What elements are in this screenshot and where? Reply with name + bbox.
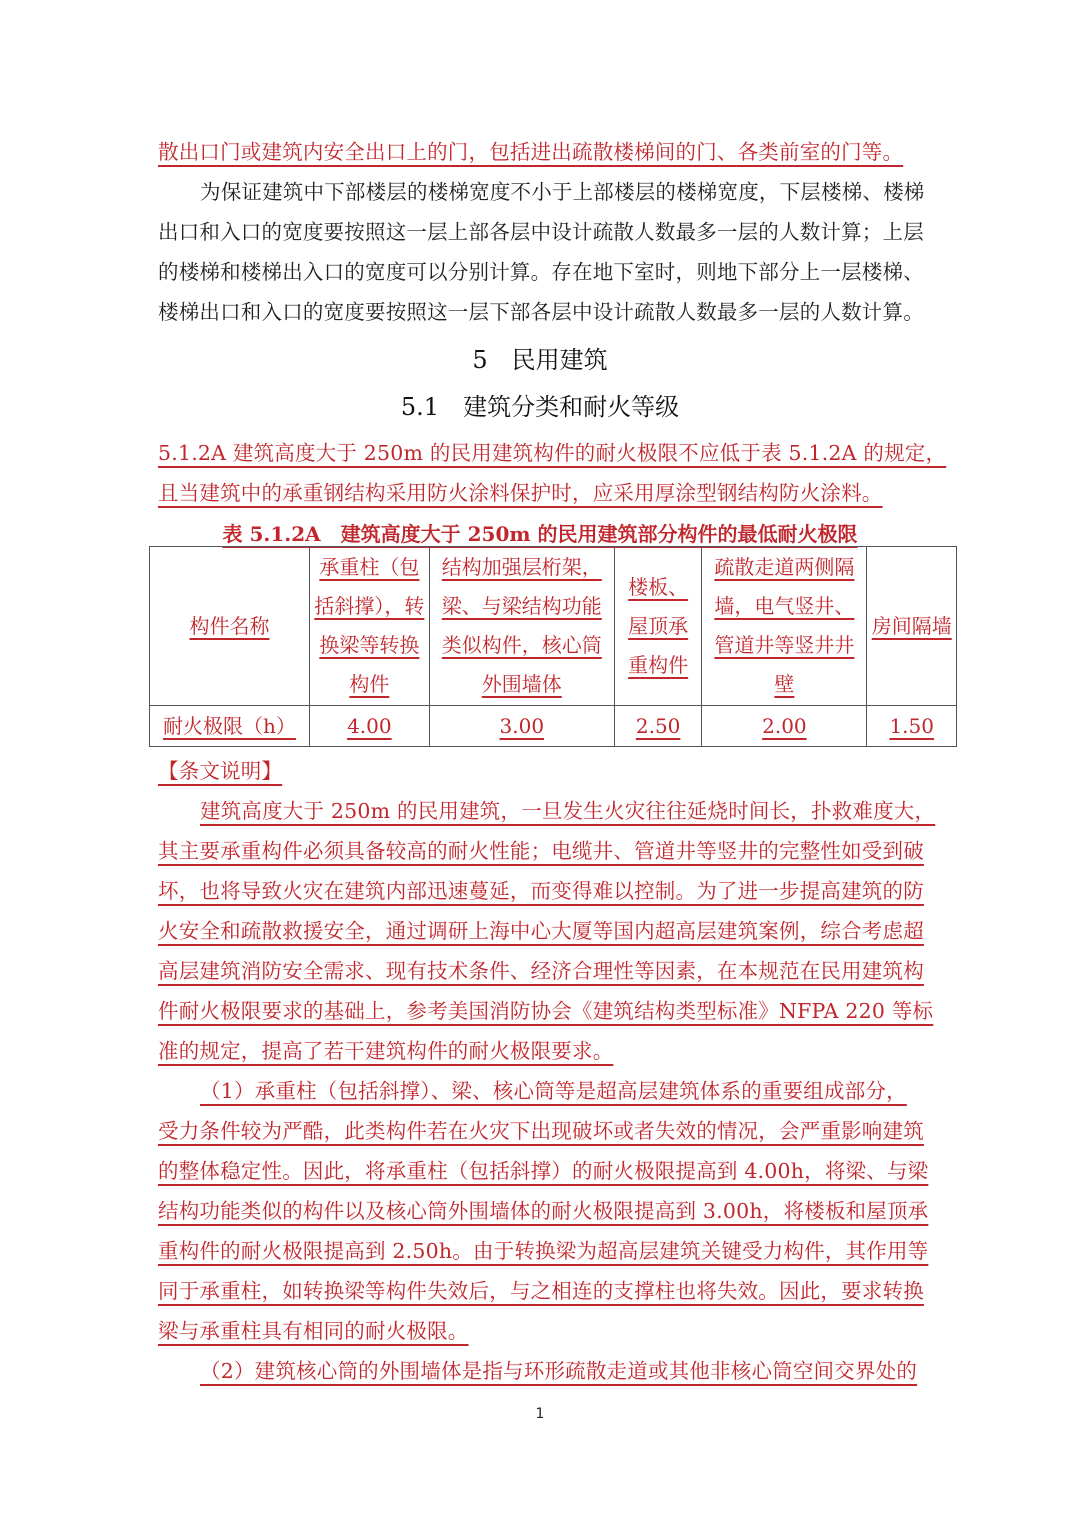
explanation-line: （2）建筑核心筒的外围墙体是指与环形疏散走道或其他非核心筒空间交界处的 — [200, 1359, 918, 1383]
explanation-line: 高层建筑消防安全需求、现有技术条件、经济合理性等因素，在本规范在民用建筑构 — [158, 959, 924, 983]
explanation-line: 同于承重柱，如转换梁等构件失效后，与之相连的支撑柱也将失效。因此，要求转换 — [158, 1279, 924, 1303]
top-paragraph-line: 的楼梯和楼梯出入口的宽度可以分别计算。存在地下室时，则地下部分上一层楼梯、 — [158, 260, 924, 284]
explanation-line: 的整体稳定性。因此，将承重柱（包括斜撑）的耐火极限提高到 4.00h，将梁、与梁 — [158, 1159, 929, 1183]
explanation-line: 准的规定，提高了若干建筑构件的耐火极限要求。 — [158, 1039, 614, 1063]
header-cell: 疏散走道两侧隔墙，电气竖井、管道井等竖井井壁 — [702, 547, 867, 706]
explanation-line: 建筑高度大于 250m 的民用建筑，一旦发生火灾往往延烧时间长，扑救难度大， — [200, 799, 936, 823]
explanation-line: 其主要承重构件必须具备较高的耐火性能；电缆井、管道井等竖井的完整性如受到破 — [158, 839, 924, 863]
header-cell: 房间隔墙 — [867, 547, 957, 706]
value-cell: 2.50 — [614, 706, 702, 747]
explanation-line: 受力条件较为严酷，此类构件若在火灾下出现破坏或者失效的情况，会严重影响建筑 — [158, 1119, 924, 1143]
value-cell: 2.00 — [702, 706, 867, 747]
section-title: 5.1 建筑分类和耐火等级 — [400, 393, 680, 421]
row-label-cell: 耐火极限（h） — [150, 706, 310, 747]
fire-resistance-table — [149, 546, 957, 747]
explanation-title: 【条文说明】 — [158, 759, 283, 783]
table-header-row — [150, 547, 957, 706]
explanation-line: 件耐火极限要求的基础上，参考美国消防协会《建筑结构类型标准》NFPA 220 等标 — [158, 999, 934, 1023]
header-cell: 楼板、屋顶承重构件 — [614, 547, 702, 706]
explanation-line: 火安全和疏散救援安全，通过调研上海中心大厦等国内超高层建筑案例，综合考虑超 — [158, 919, 924, 943]
top-paragraph-line: 出口和入口的宽度要按照这一层上部各层中设计疏散人数最多一层的人数计算；上层 — [158, 220, 924, 244]
table-caption: 表 5.1.2A 建筑高度大于 250m 的民用建筑部分构件的最低耐火极限 — [222, 522, 858, 546]
value-cell: 4.00 — [309, 706, 429, 747]
explanation-line: 重构件的耐火极限提高到 2.50h。由于转换梁为超高层建筑关键受力构件，其作用等 — [158, 1239, 929, 1263]
chapter-title: 5 民用建筑 — [472, 346, 608, 374]
explanation-line: 结构功能类似的构件以及核心筒外围墙体的耐火极限提高到 3.00h，将楼板和屋顶承 — [158, 1199, 929, 1223]
explanation-line: 梁与承重柱具有相同的耐火极限。 — [158, 1319, 469, 1343]
page-number: 1 — [535, 1406, 545, 1422]
header-cell: 结构加强层桁架，梁、与梁结构功能类似构件，核心筒外围墙体 — [429, 547, 614, 706]
header-cell: 构件名称 — [150, 547, 310, 706]
top-paragraph-line: 楼梯出口和入口的宽度要按照这一层下部各层中设计疏散人数最多一层的人数计算。 — [158, 300, 924, 324]
header-cell: 承重柱（包括斜撑），转换梁等转换构件 — [309, 547, 429, 706]
table-row — [150, 706, 957, 747]
value-cell: 1.50 — [867, 706, 957, 747]
clause-line: 5.1.2A 建筑高度大于 250m 的民用建筑构件的耐火极限不应低于表 5.1.2A 的规定， — [158, 441, 947, 465]
explanation-line: 坏，也将导致火灾在建筑内部迅速蔓延，而变得难以控制。为了进一步提高建筑的防 — [158, 879, 924, 903]
top-paragraph-line: 为保证建筑中下部楼层的楼梯宽度不小于上部楼层的楼梯宽度，下层楼梯、楼梯 — [200, 180, 925, 204]
value-cell: 3.00 — [429, 706, 614, 747]
top-paragraph-line: 散出口门或建筑内安全出口上的门，包括进出疏散楼梯间的门、各类前室的门等。 — [158, 140, 904, 164]
clause-line: 且当建筑中的承重钢结构采用防火涂料保护时，应采用厚涂型钢结构防火涂料。 — [158, 481, 883, 505]
explanation-line: （1）承重柱（包括斜撑）、梁、核心筒等是超高层建筑体系的重要组成部分， — [200, 1079, 907, 1103]
